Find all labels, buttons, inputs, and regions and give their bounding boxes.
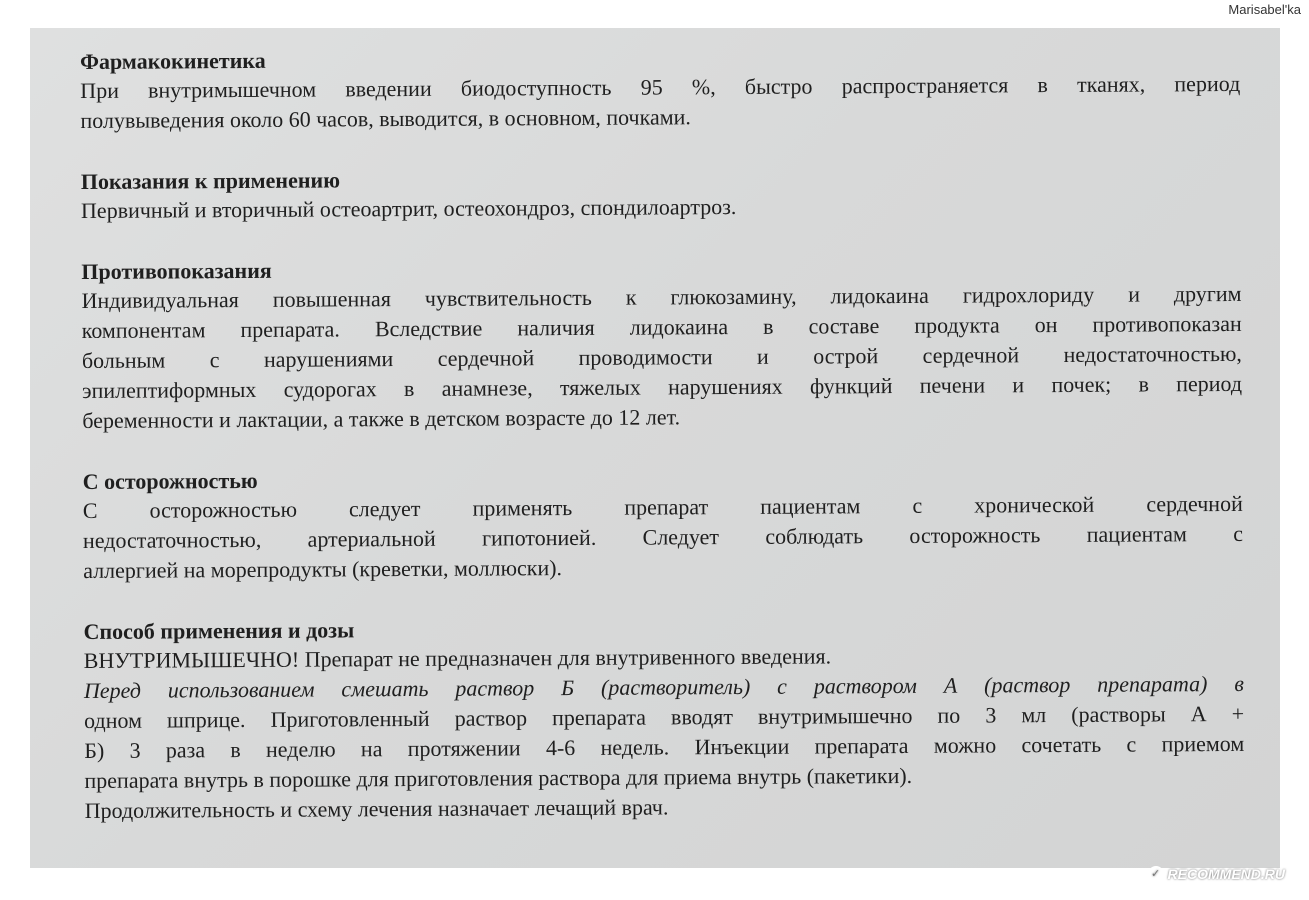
section-body [81,189,1241,226]
text-line: Продолжительность и схему лечения назначает лечащий врач. [84,794,669,823]
text-line: компонентам препарата. Вследствие наличия лидокаина в составе продукта он противопоказан [81,310,1242,343]
text-line: больным с нарушениями сердечной проводимости и острой сердечной недостаточностью, [81,340,1242,373]
section-pharmacokinetics [80,41,1241,136]
text-line: Б) 3 раза в неделю на протяжении 4-6 недель. Инъекции препарата можно сочетать с приемом [84,730,1245,763]
section-contraindications [81,251,1242,436]
author-watermark: Marisabel'ka [1228,2,1301,17]
text-line: ВНУТРИМЫШЕЧНО! Препарат не предназначен для внутривенного введения. [83,643,832,673]
text-line: недостаточностью, артериальной гипотонией. Следует соблюдать осторожность пациентам с [82,520,1244,553]
recommend-logo-icon: ✓ [1148,866,1164,882]
document-content [80,41,1245,858]
text-line: При внутримышечном введении биодоступность 95 %, быстро распространяется в тканях, период [80,70,1241,103]
document-paper [30,28,1280,868]
text-line: одном шприце. Приготовленный раствор препарата вводят внутримышечно по 3 мл (растворы А + [84,700,1245,733]
text-line: Первичный и вторичный остеоартрит, остеохондроз, спондилоартроз. [80,193,737,223]
section-heading: С осторожностью [82,467,258,494]
section-indications [81,161,1241,226]
section-heading: Фармакокинетика [80,47,266,74]
site-watermark [1148,866,1285,882]
text-line: препарата внутрь в порошке для приготовления раствора для приема внутрь (пакетики). [84,762,913,793]
text-line: аллергией на морепродукты (креветки, моллюски). [83,555,563,583]
text-line: С осторожностью следует применять препарат пациентам с хронической сердечной [82,490,1243,523]
text-line: Индивидуальная повышенная чувствительность к глюкозамину, лидокаина гидрохлориду и другим [81,280,1242,313]
text-line: эпилептиформных судорогах в анамнезе, тяжелых нарушениях функций печени и почек; в период [82,370,1243,403]
text-line: Перед использованием смешать раствор Б (растворитель) с раствором А (раствор препарата) в [83,670,1244,703]
site-watermark-text: RECOMMEND.RU [1167,866,1285,882]
text-line: полувыведения около 60 часов, выводится, в основном, почками. [80,104,691,133]
section-heading: Способ применения и дозы [83,617,355,644]
section-heading: Противопоказания [81,257,272,284]
section-heading: Показания к применению [80,167,341,194]
text-line: беременности и лактации, а также в детском возрасте до 12 лет. [82,404,681,433]
section-body [84,639,1245,826]
section-dosage [83,611,1244,826]
section-body [80,69,1240,136]
section-caution [83,461,1244,586]
section-body [81,279,1242,436]
section-body [83,489,1244,586]
